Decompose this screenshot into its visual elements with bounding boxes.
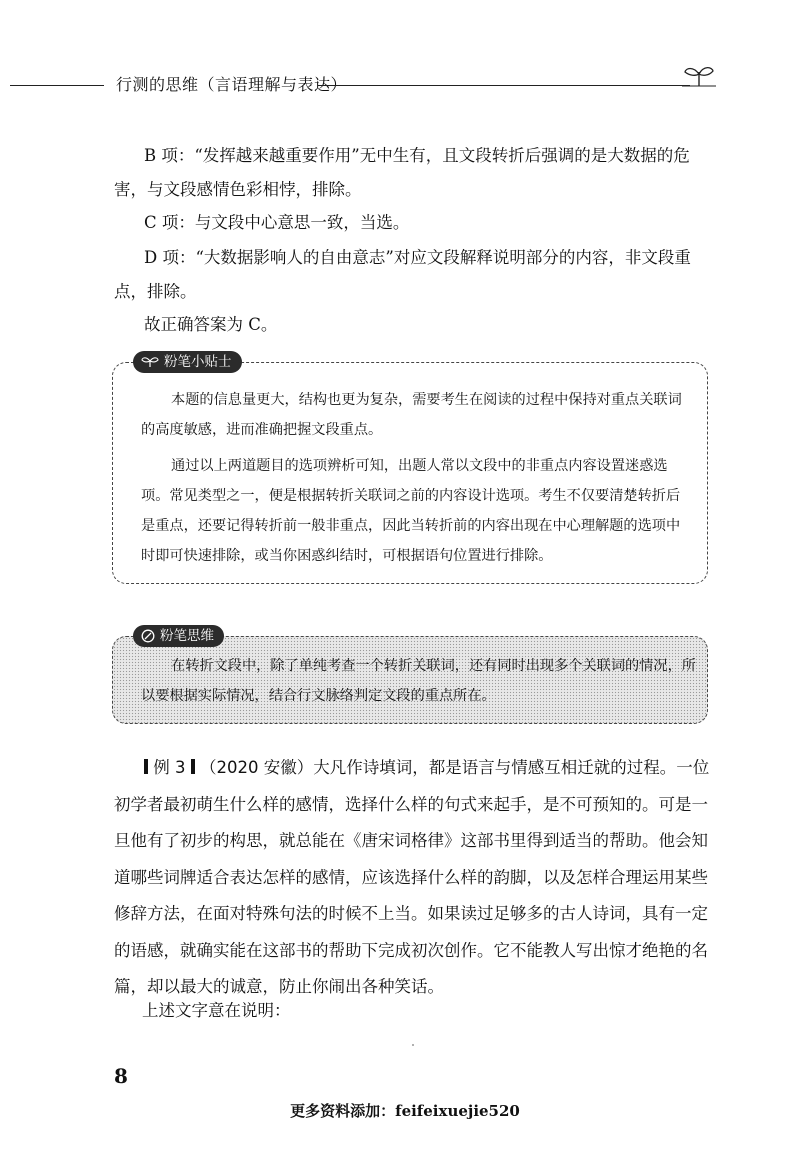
- page-number: 8: [114, 1064, 128, 1088]
- pen-circle-icon: [141, 629, 155, 643]
- bracket-bar-left: [144, 759, 148, 774]
- footer-ad-text: 更多资料添加：feifeixuejie520: [290, 1102, 520, 1120]
- option-c-analysis: C 项：与文段中心意思一致，当选。: [144, 213, 410, 232]
- leaf-icon: [141, 356, 159, 368]
- thinking-badge: [133, 625, 224, 647]
- bracket-bar-right: [191, 759, 195, 774]
- tips-box: [112, 354, 708, 584]
- thinking-paragraph: 在转折文段中，除了单纯考查一个转折关联词，还有同时出现多个关联词的情况，所以要根据实际情况，结合行文脉络判定文段的重点所在。: [141, 658, 696, 704]
- header-title: 行测的思维（言语理解与表达）: [116, 75, 348, 94]
- option-d-analysis: D 项：“大数据影响人的自由意志”对应文段解释说明部分的内容，非文段重点，排除。: [114, 248, 691, 301]
- tips-label: 粉笔小贴士: [164, 354, 232, 370]
- tips-paragraph-2: 通过以上两道题目的选项辨析可知，出题人常以文段中的非重点内容设置迷惑选项。常见类型之一，便是根据转折关联词之前的内容设计选项。考生不仅要清楚转折后是重点，还要记得转折前一般非重点，因此当转折前的内容出现在中心理解题的选项中时即可快速排除，或当你困惑纠结时，可根据语句位置进行排除。: [141, 458, 681, 564]
- example-paragraph: [114, 750, 720, 1006]
- tips-badge: [133, 351, 242, 373]
- header-rule-right: [318, 85, 690, 86]
- scan-speck: [412, 1044, 414, 1046]
- header-rule-left: [10, 85, 104, 86]
- thinking-box: [112, 628, 708, 724]
- sprout-icon: [682, 64, 716, 88]
- option-b-analysis: B 项：“发挥越来越重要作用”无中生有，且文段转折后强调的是大数据的危害，与文段感情色彩相悖，排除。: [114, 146, 690, 199]
- example-source: （2020 安徽）: [200, 758, 314, 777]
- tips-paragraph-1: 本题的信息量更大，结构也更为复杂，需要考生在阅读的过程中保持对重点关联词的高度敏感，进而准确把握文段重点。: [141, 392, 682, 438]
- thinking-label: 粉笔思维: [160, 628, 214, 644]
- question-stem: 上述文字意在说明：: [142, 1001, 291, 1020]
- answer-line: 故正确答案为 C。: [144, 315, 278, 334]
- example-label: 例 3: [153, 758, 186, 777]
- running-header: [0, 70, 800, 100]
- example-text: 大凡作诗填词，都是语言与情感互相迁就的过程。一位初学者最初萌生什么样的感情，选择什么样的句式来起手，是不可预知的。可是一旦他有了初步的构思，就总能在《唐宋词格律》这部书里得到适当的帮助。他会知道哪些词牌适合表达怎样的感情，应该选择什么样的韵脚，以及怎样合理运用某些修辞方法，在面对特殊句法的时候不上当。如果读过足够多的古人诗词，具有一定的语感，就确实能在这部书的帮助下完成初次创作。它不能教人写出惊才绝艳的名篇，却以最大的诚意，防止你闹出各种笑话。: [114, 758, 710, 996]
